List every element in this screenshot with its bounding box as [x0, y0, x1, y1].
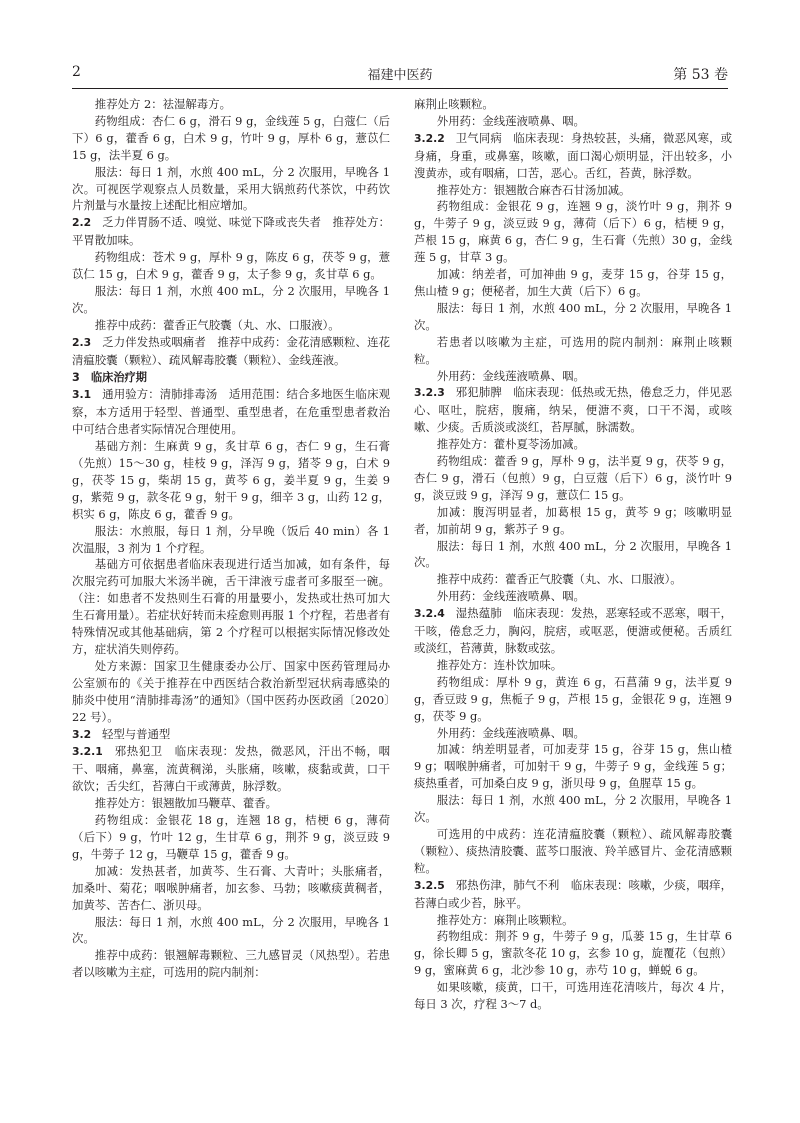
body-paragraph: 药物组成：金银花 18 g，连翘 18 g，桔梗 6 g，薄荷（后下）9 g，竹叶 12 g，生甘草 6 g，荆芥 9 g，淡豆豉 9 g，牛蒡子 12 g，马鞭草 15 g，藿香 9 g。: [72, 813, 390, 861]
section-heading: [72, 743, 390, 795]
page-header: [72, 64, 728, 86]
body-paragraph: 服法：每日 1 剂，水煎 400 mL，分 2 次服用，早晚各 1 次。: [414, 300, 732, 332]
body-paragraph: 服法：每日 1 剂，水煎 400 mL，分 2 次服用，早晚各 1 次。: [72, 283, 390, 315]
body-paragraph: 药物组成：杏仁 6 g，滑石 9 g，金线莲 5 g，白蔻仁（后下）6 g，藿香 6 g，白术 9 g，竹叶 9 g，厚朴 6 g，薏苡仁 15 g，法半夏 6 g。: [72, 113, 390, 162]
section-number: 3.2.3: [414, 386, 456, 400]
page-number: 2: [72, 64, 81, 80]
body-paragraph: 推荐处方：银翘散加马鞭草、藿香。: [94, 796, 278, 811]
section-number: 3.2.4: [414, 607, 456, 621]
body-paragraph: 服法：每日 1 剂，水煎 400 mL，分 2 次服用，早晚各 1 次。: [414, 538, 732, 570]
section-text: 邪热犯卫 临床表现：发热，微恶风，汗出不畅，咽干、咽痛，鼻塞，流黄稠涕，头胀痛，咳嗽，痰黏或黄，口干欲饮；舌尖红，苔薄白干或薄黄，脉浮数。: [72, 744, 390, 794]
body-paragraph: 基础方剂：生麻黄 9 g，炙甘草 6 g，杏仁 9 g，生石膏（先煎）15～30 g，桂枝 9 g，泽泻 9 g，猪苓 9 g，白术 9 g，茯苓 15 g，柴胡 15 g，黄芩 6 g，姜半夏 9 g，生姜 9 g，紫菀 9 g，款冬花 9 g，射干 9 g，细辛 3 g，山药 12 g，枳实 6 g，陈皮 6 g，藿香 9 g。: [72, 439, 390, 521]
header-rule: [72, 88, 728, 89]
section-heading: [414, 384, 732, 436]
section-text: 邪热伤津，肺气不利 临床表现：咳嗽，少痰，咽痒，苔薄白或少苔，脉平。: [414, 877, 732, 910]
body-paragraph: 可选用的中成药：连花清瘟胶囊（颗粒）、疏风解毒胶囊（颗粒）、痰热清胶囊、蓝芩口服液、羚羊感冒片、金花清感颗粒。: [414, 826, 732, 875]
body-paragraph: 处方来源：国家卫生健康委办公厅、国家中医药管理局办公室颁布的《关于推荐在中西医结合救治新型冠状病毒感染的肺炎中使用“清肺排毒汤”的通知》（国中医药办医政函〔2020〕22 号）。: [72, 658, 390, 724]
section-text: 邪犯肺脾 临床表现：低热或无热，倦怠乏力，伴见恶心、呕吐，脘痞，腹痛，纳呆，便溏不爽，口干不渴，或咳嗽、少痰。舌质淡或淡红，苔厚腻，脉濡数。: [414, 385, 732, 435]
section-number: 3: [72, 370, 91, 384]
body-paragraph: 基础方可依据患者临床表现进行适当加减，如有条件，每次服完药可加服大米汤半碗，舌干津液亏虚者可多服至一碗。（注：如患者不发热则生石膏的用量要小，发热或壮热可加大生石膏用量）。若症状好转而未痊愈则再服 1 个疗程，若患者有特殊情况或其他基础病，第 2 个疗程可以根据实际情况修改处方，症状消失则停药。: [72, 557, 390, 656]
section-heading: [72, 214, 390, 249]
body-paragraph: 服法：每日 1 剂，水煎 400 mL，分 2 次服用，早晚各 1 次。可视医学观察点人员数量，采用大锅煎药代茶饮，中药饮片剂量与水量按上述配比相应增加。: [72, 164, 390, 213]
section-heading: [414, 130, 732, 182]
body-paragraph: 服法：每日 1 剂，水煎 400 mL，分 2 次服用，早晚各 1 次。: [72, 914, 390, 946]
body-paragraph: 加减：发热甚者，加黄芩、生石膏、大青叶；头胀痛者，加桑叶、菊花；咽喉肿痛者，加玄参、马勃；咳嗽痰黄稠者，加黄芩、苦杏仁、浙贝母。: [72, 863, 390, 912]
body-paragraph: 推荐中成药：藿香正气胶囊（丸、水、口服液）。: [436, 572, 682, 587]
body-paragraph: 推荐处方：麻荆止咳颗粒。: [436, 912, 574, 927]
body-paragraph: 药物组成：荆芥 9 g，牛蒡子 9 g，瓜蒌 15 g，生甘草 6 g，徐长卿 5 g，蜜款冬花 10 g，玄参 10 g，旋覆花（包煎）9 g，蜜麻黄 6 g，北沙参 10 g，赤芍 10 g，蝉蜕 6 g。: [414, 929, 732, 978]
section-text: 轻型与普通型: [101, 726, 171, 741]
body-paragraph: 外用药：金线莲液喷鼻、咽。: [436, 113, 585, 128]
section-number: 3.1: [72, 388, 103, 402]
journal-name: 福建中医药: [367, 68, 433, 83]
body-paragraph: 若患者以咳嗽为主症，可选用的院内制剂：麻荆止咳颗粒。: [414, 334, 732, 366]
section-text: 卫气同病 临床表现：身热较甚，头痛，微恶风寒，或身痛，身重，或鼻塞，咳嗽，面口渴心烦明显，汗出较多，小溲黄赤，或有咽痛，口苦，恶心。舌红，苔黄，脉浮数。: [414, 130, 732, 180]
section-number: 3.2.5: [414, 878, 456, 892]
body-paragraph: 推荐处方 2：祛湿解毒方。: [94, 97, 231, 111]
left-column: [72, 96, 390, 981]
body-paragraph: 服法：水煎服，每日 1 剂，分早晚（饭后 40 min）各 1 次温服，3 剂为 1 个疗程。: [72, 523, 390, 555]
body-paragraph: 药物组成：厚朴 9 g，黄连 6 g，石菖蒲 9 g，法半夏 9 g，香豆豉 9 g，焦栀子 9 g，芦根 15 g，金银花 9 g，连翘 9 g，茯苓 9 g。: [414, 674, 732, 723]
body-paragraph: 推荐处方：银翘散合麻杏石甘汤加减。: [436, 182, 631, 197]
section-number: 3.2.1: [72, 745, 115, 759]
body-paragraph: 外用药：金线莲液喷鼻、咽。: [436, 589, 585, 604]
section-heading: [414, 605, 732, 657]
volume-label: 第 53 卷: [673, 67, 728, 83]
section-heading: [414, 877, 732, 912]
section-text: 乏力伴胃肠不适、嗅觉、味觉下降或丧失者 推荐处方：平胃散加味。: [72, 215, 390, 248]
section-text: 通用验方：清肺排毒汤 适用范围：结合多地医生临床观察，本方适用于轻型、普通型、重型患者，在危重型患者救治中可结合患者实际情况合理使用。: [72, 387, 390, 437]
body-paragraph: 麻荆止咳颗粒。: [414, 97, 494, 111]
section-heading: [72, 726, 390, 744]
body-paragraph: 如果咳嗽，痰黄，口干，可选用连花清咳片，每次 4 片，每日 3 次，疗程 3～7 d。: [414, 980, 732, 1012]
section-text: 临床治疗期: [90, 370, 147, 384]
section-text: 湿热蕴肺 临床表现：发热，恶寒轻或不恶寒，咽干，干咳，倦怠乏力，胸闷，脘痞，或呕恶，便溏或便秘。舌质红或淡红，苔薄黄，脉数或弦。: [414, 606, 732, 655]
body-paragraph: 药物组成：藿香 9 g，厚朴 9 g，法半夏 9 g，茯苓 9 g，杏仁 9 g，滑石（包煎）9 g，白豆蔻（后下）6 g，淡竹叶 9 g，淡豆豉 9 g，泽泻 9 g，薏苡仁 15 g。: [414, 454, 732, 502]
body-paragraph: 服法：每日 1 剂，水煎 400 mL，分 2 次服用，早晚各 1 次。: [414, 793, 732, 825]
section-number: 2.3: [72, 335, 103, 349]
body-paragraph: 推荐处方：连朴饮加味。: [436, 657, 563, 672]
right-column: [414, 96, 732, 1013]
section-heading: [72, 334, 390, 369]
body-paragraph: 外用药：金线莲液喷鼻、咽。: [436, 725, 585, 740]
body-paragraph: 药物组成：苍术 9 g，厚朴 9 g，陈皮 6 g，茯苓 9 g，薏苡仁 15 g，白术 9 g，藿香 9 g，太子参 9 g，炙甘草 6 g。: [72, 250, 390, 282]
section-text: 乏力伴发热或咽痛者 推荐中成药：金花清感颗粒、连花清瘟胶囊（颗粒）、疏风解毒胶囊（颗粒）、金线莲液。: [72, 334, 390, 367]
body-paragraph: 加减：纳差明显者，可加麦芽 15 g，谷芽 15 g，焦山楂 9 g；咽喉肿痛者，可加射干 9 g，牛蒡子 9 g，金线莲 5 g；痰热重者，可加桑白皮 9 g，浙贝母 9 g，鱼腥草 15 g。: [414, 742, 732, 791]
section-number: 3.2.2: [414, 131, 456, 145]
body-paragraph: 加减：腹泻明显者，加葛根 15 g，黄芩 9 g；咳嗽明显者，加前胡 9 g，紫苏子 9 g。: [414, 504, 732, 536]
body-paragraph: 药物组成：金银花 9 g，连翘 9 g，淡竹叶 9 g，荆芥 9 g，牛蒡子 9 g，淡豆豉 9 g，薄荷（后下）6 g，桔梗 9 g，芦根 15 g，麻黄 6 g，杏仁 9 g，生石膏（先煎）30 g，金线莲 5 g，甘草 3 g。: [414, 199, 732, 265]
section-heading: [72, 369, 390, 387]
body-paragraph: 加减：纳差者，可加神曲 9 g，麦芽 15 g，谷芽 15 g，焦山楂 9 g；便秘者，加生大黄（后下）6 g。: [414, 267, 732, 298]
body-paragraph: 推荐中成药：银翘解毒颗粒、三九感冒灵（风热型）。若患者以咳嗽为主症，可选用的院内制剂：: [72, 948, 390, 980]
section-number: 2.2: [72, 216, 103, 230]
body-paragraph: 外用药：金线莲液喷鼻、咽。: [436, 368, 585, 383]
body-paragraph: 推荐处方：藿朴夏苓汤加减。: [436, 437, 585, 452]
body-paragraph: 推荐中成药：藿香正气胶囊（丸、水、口服液）。: [94, 317, 340, 332]
section-number: 3.2: [72, 727, 102, 741]
section-heading: [72, 386, 390, 438]
